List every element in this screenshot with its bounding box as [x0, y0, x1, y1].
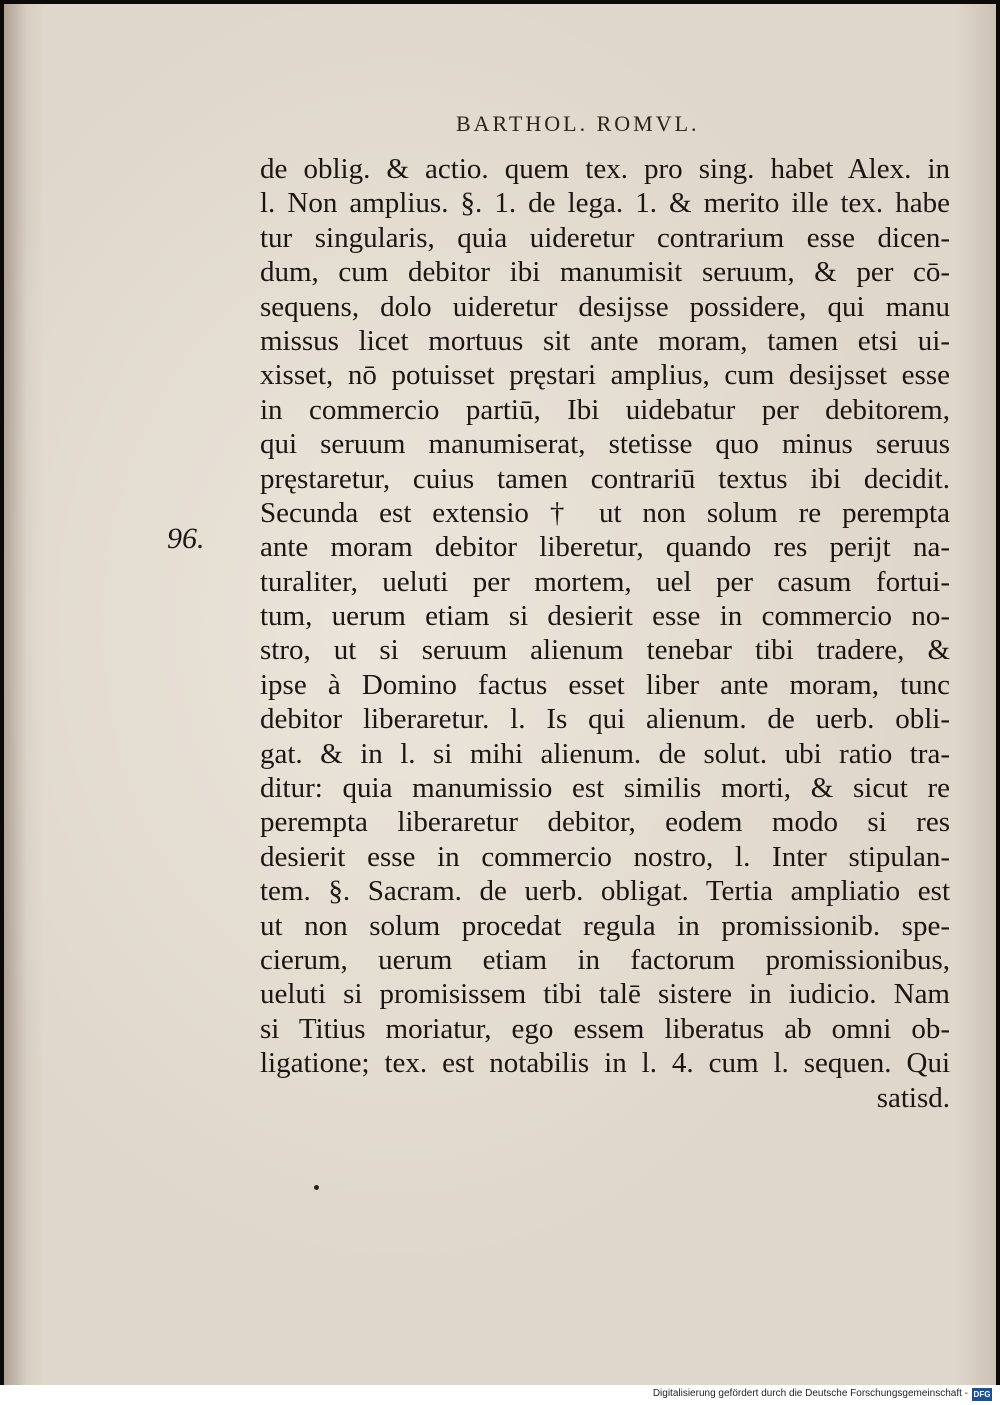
text-line: sequens, dolo uideretur desijsse possidere, qui manu — [260, 290, 950, 323]
text-line: Secunda est extensio † ut non solum re perempta — [260, 496, 950, 529]
book-page — [4, 4, 996, 1385]
text-line: gat. & in l. si mihi alienum. de solut. ubi ratio tra- — [260, 737, 950, 770]
text-line: pręstaretur, cuius tamen contrariū textus ibi decidit. — [260, 462, 950, 495]
text-line: xisset, nō potuisset pręstari amplius, cum desijsset esse — [260, 359, 950, 392]
page-gutter-shadow — [4, 4, 26, 1385]
text-line: cierum, uerum etiam in factorum promissionibus, — [260, 943, 950, 976]
text-line: dum, cum debitor ibi manumisit seruum, & per cō- — [260, 256, 950, 289]
text-line: ante moram debitor liberetur, quando res perijt na- — [260, 531, 950, 564]
text-line: desierit esse in commercio nostro, l. Inter stipulan- — [260, 840, 950, 873]
text-line: qui seruum manumiserat, stetisse quo minus seruus — [260, 428, 950, 461]
text-line: turaliter, ueluti per mortem, uel per casum fortui- — [260, 565, 950, 598]
text-line: stro, ut si seruum alienum tenebar tibi tradere, & — [260, 634, 950, 667]
text-line: ut non solum procedat regula in promissionib. spe- — [260, 909, 950, 942]
text-line: missus licet mortuus sit ante moram, tamen etsi ui- — [260, 324, 950, 357]
margin-note-number: 96. — [167, 522, 205, 555]
funding-credit: Digitalisierung gefördert durch die Deutsche Forschungsgemeinschaft - — [652, 1388, 968, 1399]
text-line: debitor liberaretur. l. Is qui alienum. de uerb. obli- — [260, 703, 950, 736]
text-line: ueluti si promisissem tibi talē sistere in iudicio. Nam — [260, 978, 950, 1011]
text-line: si Titius moriatur, ego essem liberatus ab omni ob- — [260, 1012, 950, 1045]
text-line: perempta liberaretur debitor, eodem modo si res — [260, 806, 950, 839]
dfg-logo-icon: DFG — [973, 1390, 991, 1399]
ink-speck — [314, 1185, 319, 1190]
body-text — [260, 152, 950, 1115]
footer-bar — [0, 1385, 1000, 1405]
text-line: tum, uerum etiam si desierit esse in commercio no- — [260, 600, 950, 633]
text-line: de oblig. & actio. quem tex. pro sing. habet Alex. in — [260, 153, 950, 185]
text-line: tem. §. Sacram. de uerb. obligat. Tertia ampliatio est — [260, 875, 950, 908]
text-line: l. Non amplius. §. 1. de lega. 1. & merito ille tex. habe — [260, 187, 950, 220]
running-head: BARTHOL. ROMVL. — [456, 111, 700, 136]
text-line: tur singularis, quia uideretur contrarium esse dicen- — [260, 221, 950, 254]
text-line: ligatione; tex. est notabilis in l. 4. cum l. sequen. Qui — [260, 1047, 950, 1080]
text-line: ipse à Domino factus esset liber ante moram, tunc — [260, 668, 950, 701]
text-line: ditur: quia manumissio est similis morti, & sicut re — [260, 772, 950, 805]
catchword: satisd. — [876, 1081, 950, 1114]
text-line: in commercio partiū, Ibi uidebatur per debitorem, — [260, 393, 950, 426]
